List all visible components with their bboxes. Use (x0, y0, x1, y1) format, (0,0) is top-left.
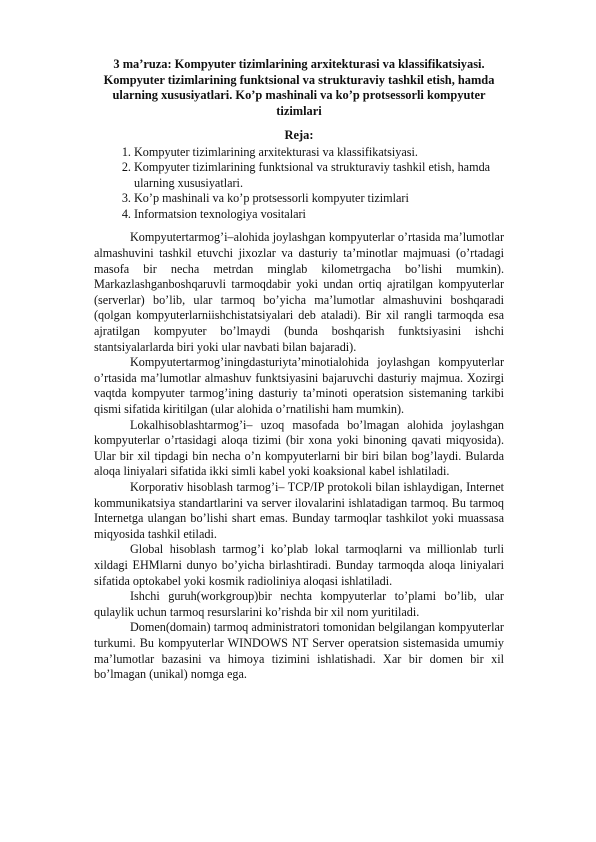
plan-heading: Reja: (284, 128, 314, 142)
paragraph-workgroup: Ishchi guruh(workgroup)bir nechta kompyuterlar to’plami bo’lib, ular qulaylik uchun tarmoq resurslarini ko’rishda bir xil nom yuritiladi. (94, 589, 504, 619)
plan-item: 1. Kompyuter tizimlarining arxitekturasi va klassifikatsiyasi. (134, 145, 504, 161)
plan-item: 2. Kompyuter tizimlarining funktsional va strukturaviy tashkil etish, hamda ularning xususiyatlari. (134, 160, 504, 191)
paragraph-domain: Domen(domain) tarmoq administratori tomonidan belgilangan kompyuterlar turkumi. Bu kompyuterlar WINDOWS NT Server operatsion sistemasida umumiy ma’lumotlar bazasini va himoya tizimini ishlatishadi. Xar bir domen bir xil bo’lmagan (unikal) nomga ega. (94, 620, 504, 682)
lecture-body (94, 230, 504, 682)
plan-item: 3. Ko’p mashinali va ko’p protsessorli kompyuter tizimlari (134, 191, 504, 207)
document-page (94, 57, 504, 683)
paragraph-corporate-network: Korporativ hisoblash tarmog’i– TCP/IP protokoli bilan ishlaydigan, Internet kommunikatsiya standartlarini va server ilovalarini ishlatadigan tarmoq. Bu tarmoq Internetga ulangan bo’lishi shart emas. Bunday tarmoqlar tashkilot yoki muassasa miqyosida tashkil etiladi. (94, 479, 504, 541)
lecture-title: 3 ma’ruza: Kompyuter tizimlarining arxitekturasi va klassifikatsiyasi. Kompyuter tizimlarining funktsional va strukturaviy tashkil etish, hamda ularning xususiyatlari. Ko’p mashinali va ko’p protsessorli kompyuter tizimlari (103, 57, 495, 118)
plan-list (94, 145, 504, 223)
plan-item: 4. Informatsion texnologiya vositalari (134, 207, 504, 223)
paragraph-global-network: Global hisoblash tarmog’i ko’plab lokal tarmoqlarni va millionlab turli xildagi EHMlarni dunyo bo’yicha birlashtiradi. Bunday tarmoqda aloqa liniyalari sifatida optokabel yoki kosmik radioliniya aloqasi ishlatiladi. (94, 542, 504, 588)
paragraph-computer-network: Kompyutertarmog’i–alohida joylashgan kompyuterlar o’rtasida ma’lumotlar almashuvini tashkil etuvchi jixozlar va dasturiy ta’minotlar majmuasi (o’rtadagi masofa bir necha metrdan minglab kilometrgacha bo’lishi mumkin). Markazlashganboshqaruvli tarmoqdabir yoki undan ortiq ajratilgan kompyuterlar (serverlar) bo’lib, ular tarmoq bo’yicha ma’lumotlar almashuvini boshqaradi (qolgan kompyuterlarniishchistatsiyalari deb ataladi). Bir xil rangli tarmoqda esa ajratilgan kompyuter bo’lmaydi (bunda boshqarish funktsiyasini ishchi stantsiyalarlarda biri yoki ular navbati bilan bajaradi). (94, 230, 504, 354)
paragraph-network-software: Kompyutertarmog’iningdasturiyta’minotialohida joylashgan kompyuterlar o’rtasida ma’lumotlar almashuv funktsiyasini bajaruvchi dasturiy majmua. Xozirgi vaqtda kompyuter tarmog’ining dasturiy ta’minoti operatsion sistemaning tarkibi qismi sifatida kiritilgan (ular alohida o’rnatilishi ham mumkin). (94, 355, 504, 416)
paragraph-local-network: Lokalhisoblashtarmog’i– uzoq masofada bo’lmagan alohida joylashgan kompyuterlar o’rtasidagi aloqa tizimi (bir xona yoki binoning qavati miqyosida). Ular bir xil tipdagi bin necha o’n kompyuterlarni bir biri bilan bog’laydi. Bularda aloqa liniyalari sifatida ikki simli kabel yoki koaksional kabel ishlatiladi. (94, 417, 504, 479)
